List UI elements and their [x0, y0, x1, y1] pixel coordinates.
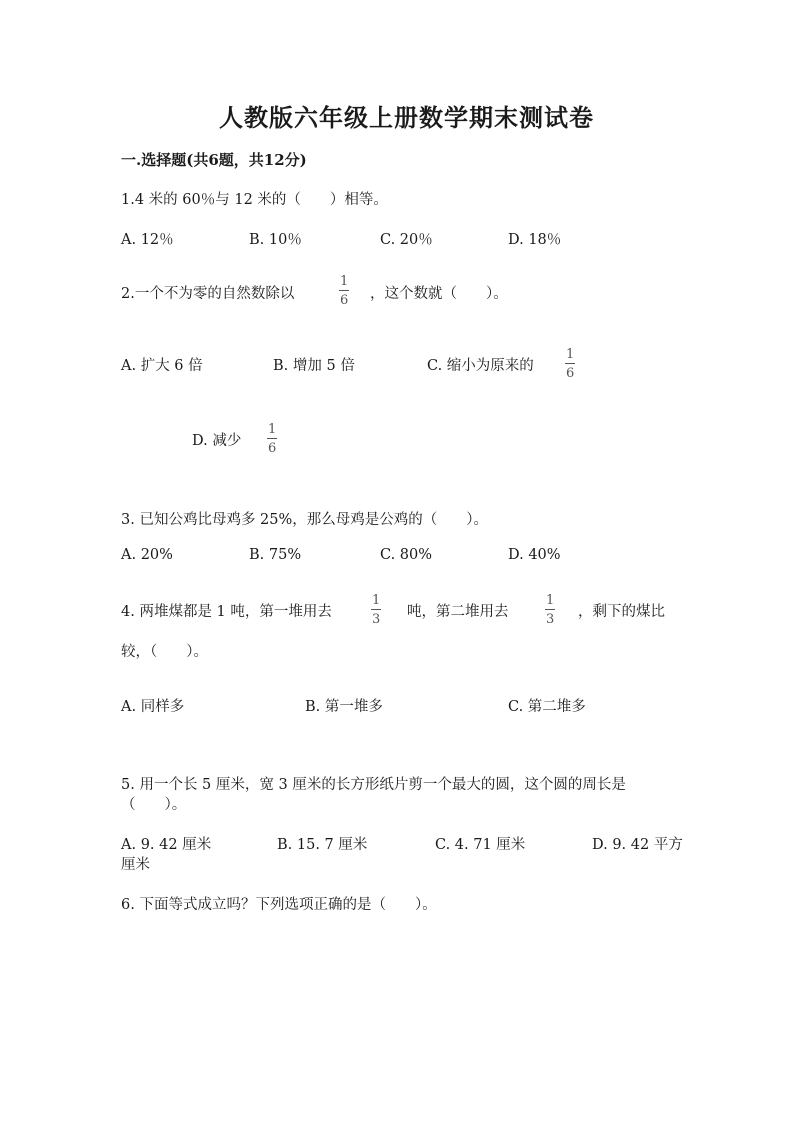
question-3-option-b: B. 75% — [249, 547, 302, 563]
question-5-option-a: A. 9. 42 厘米 — [121, 837, 212, 853]
fraction-numerator: 1 — [340, 274, 349, 289]
question-1-option-d: D. 18％ — [508, 232, 562, 248]
question-1-option-a: A. 12％ — [121, 232, 174, 248]
fraction-denominator: 3 — [372, 612, 381, 627]
question-1-option-b: B. 10％ — [249, 232, 302, 248]
question-2-stem-after: ，这个数就（ ）。 — [370, 286, 508, 302]
fraction-numerator: 1 — [372, 593, 381, 608]
question-4-fraction-2 — [544, 594, 556, 626]
section-heading: 一.选择题(共6题，共12分) — [121, 151, 307, 169]
question-4-fraction-1 — [370, 594, 382, 626]
question-5-option-c: C. 4. 71 厘米 — [435, 837, 526, 853]
fraction-numerator: 1 — [566, 347, 575, 362]
question-2-fraction — [338, 275, 350, 307]
fraction-denominator: 6 — [268, 441, 277, 456]
fraction-denominator: 3 — [546, 612, 555, 627]
question-3-option-d: D. 40% — [508, 547, 561, 563]
question-3-option-c: C. 80% — [380, 547, 433, 563]
question-1-stem: 1.4 米的 60％与 12 米的（ ）相等。 — [121, 192, 388, 208]
question-5-stem-line1: 5. 用一个长 5 厘米，宽 3 厘米的长方形纸片剪一个最大的圆，这个圆的周长是 — [121, 777, 626, 793]
question-4-option-a: A. 同样多 — [121, 699, 185, 715]
question-2-option-d-fraction — [266, 423, 278, 455]
question-5-stem-line2: （ ）。 — [121, 797, 187, 813]
fraction-numerator: 1 — [546, 593, 555, 608]
page-title: 人教版六年级上册数学期末测试卷 — [219, 103, 594, 132]
fraction-denominator: 6 — [340, 293, 349, 308]
question-5-option-d: D. 9. 42 平方 — [592, 837, 683, 853]
question-3-option-a: A. 20% — [121, 547, 173, 563]
fraction-denominator: 6 — [566, 366, 575, 381]
question-6-stem: 6. 下面等式成立吗？下列选项正确的是（ ）。 — [121, 897, 437, 913]
question-2-option-c: C. 缩小为原来的 — [427, 358, 534, 374]
question-4-option-b: B. 第一堆多 — [305, 699, 383, 715]
question-2-option-d: D. 减少 — [192, 433, 242, 449]
question-2-stem-before: 2.一个不为零的自然数除以 — [121, 286, 295, 302]
question-2-option-a: A. 扩大 6 倍 — [121, 358, 203, 374]
fraction-numerator: 1 — [268, 422, 277, 437]
question-2-option-b: B. 增加 5 倍 — [273, 358, 355, 374]
question-4-stem-line2: 较，（ ）。 — [121, 644, 208, 660]
question-1-option-c: C. 20％ — [380, 232, 433, 248]
question-3-stem: 3. 已知公鸡比母鸡多 25%，那么母鸡是公鸡的（ ）。 — [121, 512, 489, 528]
question-4-stem-part2: 吨，第二堆用去 — [407, 604, 509, 620]
question-4-stem-part3: ，剩下的煤比 — [578, 604, 665, 620]
question-5-option-d-wrap: 厘米 — [121, 857, 150, 873]
question-5-option-b: B. 15. 7 厘米 — [277, 837, 368, 853]
question-4-option-c: C. 第二堆多 — [508, 699, 586, 715]
question-2-option-c-fraction — [564, 348, 576, 380]
question-4-stem-part1: 4. 两堆煤都是 1 吨，第一堆用去 — [121, 604, 332, 620]
